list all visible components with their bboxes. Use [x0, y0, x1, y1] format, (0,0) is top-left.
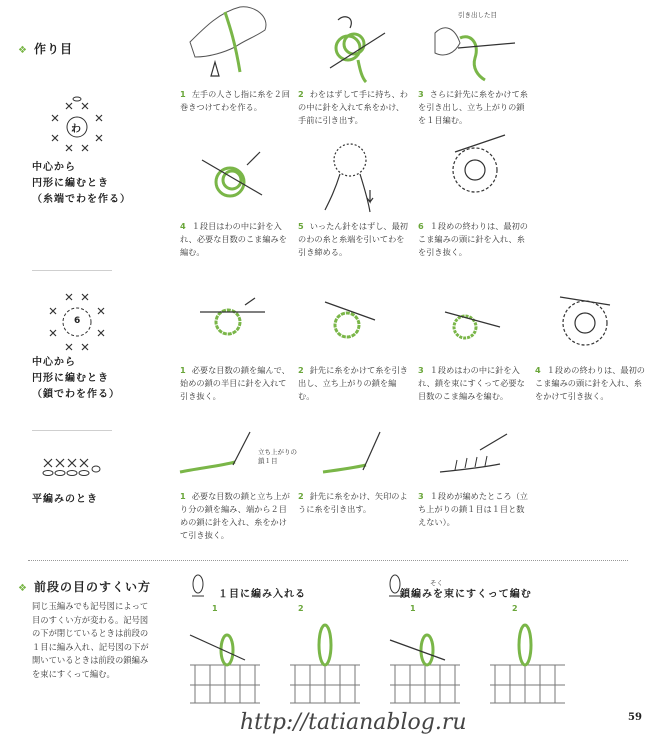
caption-row3-step1: 1 必要な目数の鎖を編んで、始めの鎖の半目に針を入れて引き抜く。: [180, 365, 290, 401]
illustration-flat-step2: [318, 430, 388, 480]
step-number: 2: [298, 604, 304, 613]
caption-row1-step1: 1 左手の人さし指に糸を２回巻きつけてわを作る。: [180, 89, 290, 112]
diamond-bullet-icon: ❖: [18, 583, 28, 594]
tag-standing-chain: 立ち上がりの 鎖１目: [258, 448, 297, 465]
illustration-chain-ring-step1: [190, 290, 270, 350]
illustration-chain-ring-step4: [545, 285, 625, 355]
divider: [32, 430, 112, 431]
section-title-stitch-pickup: ❖ 前段の目のすくい方: [18, 580, 151, 594]
illustration-step1-hand-wrap: [185, 2, 280, 80]
caption-row3-step4: 4 １段めの終わりは、最初のこま編みの頭に針を入れ、糸をかけて引き抜く。: [535, 365, 645, 401]
illustration-step5-tighten: [310, 130, 390, 215]
heading-into-one-stitch: １目に編み入れる: [218, 589, 306, 600]
diamond-bullet-icon: ❖: [18, 45, 28, 56]
caption-row2-step6: 6 １段めの終わりは、最初のこま編みの頭に針を入れ、糸を引き抜く。: [418, 221, 528, 257]
step-number: 1: [212, 604, 218, 613]
caption-row1-step3: 3 さらに針先に糸をかけて糸を引き出し、立ち上がりの鎖を１目編む。: [418, 89, 528, 125]
section-title-cast-on: ❖ 作り目: [18, 42, 73, 56]
illustration-step2-loop: [310, 8, 390, 83]
illustration-into-one-stitch: [185, 615, 365, 705]
page-number: 59: [628, 712, 642, 723]
caption-row2-step5: 5 いったん針をはずし、最初のわの糸と糸端を引いてわを引き締める。: [298, 221, 408, 257]
illustration-bundle-pickup: [385, 615, 570, 705]
illustration-flat-step1: [175, 430, 265, 480]
caption-row1-step2: 2 わをはずして手に持ち、わの中に針を入れて糸をかけ、手前に引き出す。: [298, 89, 408, 125]
illustration-chain-ring-step3: [430, 292, 505, 352]
watermark-url: http://tatianablog.ru: [240, 710, 467, 735]
section-divider: [28, 560, 628, 561]
closed-symbol-icon: [188, 572, 208, 602]
illustration-chain-ring-step2: [315, 290, 385, 350]
heading-bundle-pickup: 鎖編みを束にすくって編む: [400, 589, 532, 600]
ring-symbol-label: わ: [71, 124, 81, 135]
illustration-step4-single-crochet: [192, 140, 272, 215]
caption-row3-step2: 2 針先に糸をかけて糸を引き出し、立ち上がりの鎖を編む。: [298, 365, 408, 401]
section2-body: 同じ玉編みでも記号図によって目のすくい方が変わる。記号図の下が閉じているときは前段の１目に編み入れ、記号図の下が開いているときは前段の鎖編みを束にすくって編む。: [32, 601, 149, 679]
caption-row4-step1: 1 必要な目数の鎖と立ち上がり分の鎖を編み、端から２目めの鎖に針を入れ、糸をかけて引き抜く。: [180, 491, 290, 540]
label-ring-chain: 中心から 円形に編むとき （鎖でわを作る）: [32, 357, 120, 400]
ruby-text: そく: [430, 579, 443, 587]
caption-row3-step3: 3 １段めはわの中に針を入れ、鎖を束にすくって必要な目数のこま編みを編む。: [418, 365, 525, 401]
caption-row2-step4: 4 １段目はわの中に針を入れ、必要な目数のこま編みを編む。: [180, 221, 287, 257]
illustration-step3-pull-through: [430, 8, 520, 83]
tag-pull-loop: 引き出した目: [458, 11, 497, 19]
step-number: 2: [512, 604, 518, 613]
step-number: 1: [410, 604, 416, 613]
label-flat: 平編みのとき: [32, 494, 98, 505]
divider: [32, 270, 112, 271]
flat-symbol-diagram: [40, 455, 110, 477]
illustration-step6-slip-stitch: [435, 130, 515, 210]
illustration-flat-step3: [435, 430, 510, 480]
chain-ring-count: 6: [74, 316, 81, 326]
caption-row4-step3: 3 １段めが編めたところ（立ち上がりの鎖１目は１目と数えない）。: [418, 491, 528, 527]
label-ring-yarn: 中心から 円形に編むとき （糸端でわを作る）: [32, 162, 131, 205]
caption-row4-step2: 2 針先に糸をかけ、矢印のように糸を引き出す。: [298, 491, 408, 514]
